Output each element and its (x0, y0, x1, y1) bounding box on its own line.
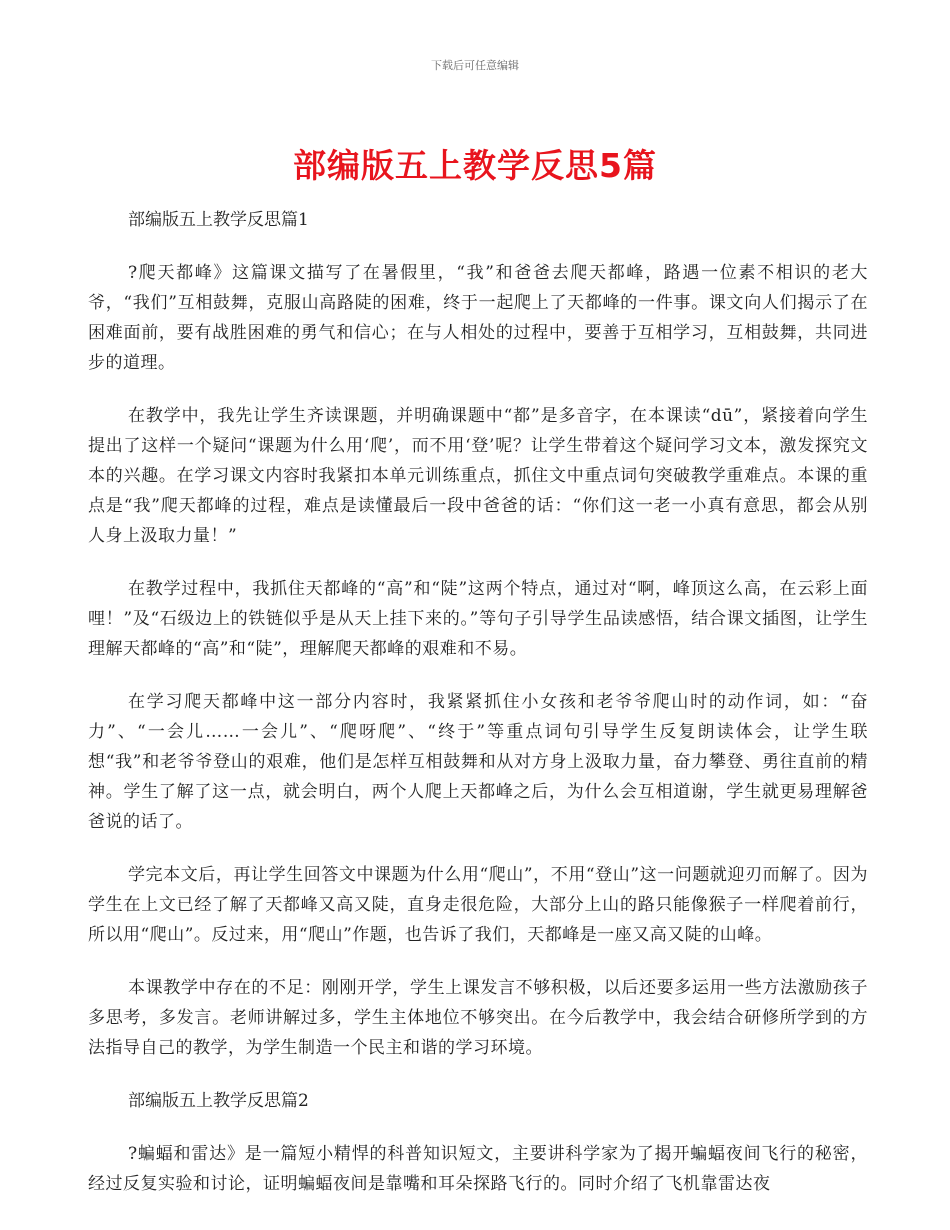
page-title: 部编版五上教学反思5篇 (293, 146, 657, 185)
section-heading: 部编版五上教学反思篇2 (128, 1091, 309, 1111)
header-note: 下载后可任意编辑 (431, 59, 519, 72)
paragraph: ?爬天都峰》这篇课文描写了在暑假里，“我”和爸爸去爬天都峰，路遇一位素不相识的老大爷，“我们”互相鼓舞，克服山高路陡的困难，终于一起爬上了天都峰的一件事。课文向人们揭示了在困难面前，要有战胜困难的勇气和信心；在与人相处的过程中，要善于互相学习，互相鼓舞，共同进步的道理。 (88, 263, 868, 373)
paragraph: 本课教学中存在的不足：刚刚开学，学生上课发言不够积极，以后还要多运用一些方法激励孩子多思考，多发言。老师讲解过多，学生主体地位不够突出。在今后教学中，我会结合研修所学到的方法指导自己的教学，为学生制造一个民主和谐的学习环境。 (88, 978, 868, 1058)
paragraph: 在教学过程中，我抓住天都峰的“高”和“陡”这两个特点，通过对“啊，峰顶这么高，在云彩上面哩！”及“石级边上的铁链似乎是从天上挂下来的。”等句子引导学生品读感悟，结合课文插图，让学生理解天都峰的“高”和“陡”，理解爬天都峰的艰难和不易。 (88, 579, 868, 659)
document-body (88, 205, 868, 1222)
paragraph: 学完本文后，再让学生回答文中课题为什么用“爬山”，不用“登山”这一问题就迎刃而解了。因为学生在上文已经了解了天都峰又高又陡，直身走很危险，大部分上山的路只能像猴子一样爬着前行，所以用“爬山”。反过来，用“爬山”作题，也告诉了我们，天都峰是一座又高又陡的山峰。 (88, 865, 868, 945)
paragraph: 在学习爬天都峰中这一部分内容时，我紧紧抓住小女孩和老爷爷爬山时的动作词，如：“奋力”、“一会儿……一会儿”、“爬呀爬”、“终于”等重点词句引导学生反复朗读体会，让学生联想“我”和老爷爷登山的艰难，他们是怎样互相鼓舞和从对方身上汲取力量，奋力攀登、勇往直前的精神。学生了解了这一点，就会明白，两个人爬上天都峰之后，为什么会互相道谢，学生就更易理解爸爸说的话了。 (88, 692, 868, 832)
section-heading: 部编版五上教学反思篇1 (128, 210, 309, 230)
paragraph: ?蝙蝠和雷达》是一篇短小精悍的科普知识短文，主要讲科学家为了揭开蝙蝠夜间飞行的秘密，经过反复实验和讨论，证明蝙蝠夜间是靠嘴和耳朵探路飞行的。同时介绍了飞机靠雷达夜 (88, 1144, 868, 1194)
paragraph: 在教学中，我先让学生齐读课题，并明确课题中“都”是多音字，在本课读“dū”，紧接着向学生提出了这样一个疑问“课题为什么用‘爬’，而不用‘登’呢？让学生带着这个疑问学习文本，激发探究文本的兴趣。在学习课文内容时我紧扣本单元训练重点，抓住文中重点词句突破教学重难点。本课的重点是“我”爬天都峰的过程，难点是读懂最后一段中爸爸的话：“你们这一老一小真有意思，都会从别人身上汲取力量！” (88, 406, 868, 546)
